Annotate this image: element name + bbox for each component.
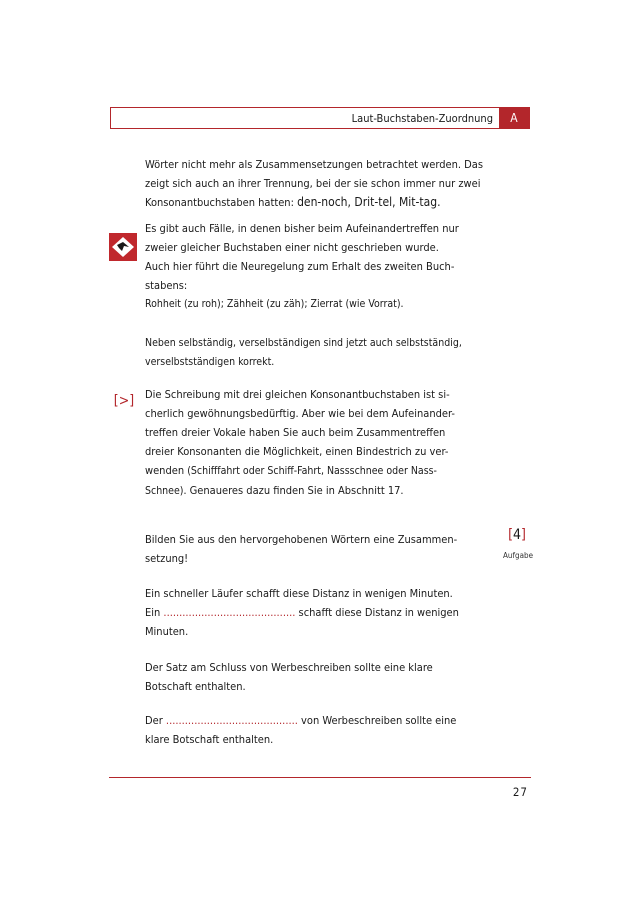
text-line: stabens: (145, 279, 188, 292)
text-segment: Genaueres dazu finden Sie in Abschnitt 17. (186, 484, 404, 497)
exercise-sentence: Ein schneller Läufer schafft diese Distanz in wenigen Minuten. (145, 587, 453, 600)
page-number: 27 (512, 785, 528, 799)
text-segment: Konsonantbuchstaben hatten: (145, 196, 298, 209)
text-line (145, 481, 495, 501)
paragraph-1 (145, 155, 495, 212)
section-letter-badge: A (499, 108, 529, 128)
footer-rule (109, 777, 531, 778)
gap-line (145, 711, 495, 730)
exercise-sentence: Botschaft enthalten. (145, 680, 246, 693)
text-segment: wenden (145, 464, 188, 477)
paragraph-4 (145, 385, 495, 501)
arrow-right-bracket-icon: [>] (113, 393, 135, 409)
exercise-1 (145, 584, 495, 641)
text-segment: schafft diese Distanz in wenigen (295, 606, 459, 619)
text-line: Wörter nicht mehr als Zusammensetzungen betrachtet werden. Das (145, 158, 484, 171)
text-line: dreier Konsonanten die Möglichkeit, einen Bindestrich zu ver- (145, 445, 449, 458)
text-line: cherlich gewöhnungsbedürftig. Aber wie bei dem Aufeinander- (145, 407, 455, 420)
exercise-2 (145, 658, 495, 696)
example-line: Rohheit (zu roh); Zähheit (zu zäh); Zierrat (wie Vorrat). (145, 298, 404, 310)
text-line: setzung! (145, 552, 189, 565)
task-instruction (145, 530, 495, 568)
paragraph-3 (145, 334, 495, 372)
text-line: Es gibt auch Fälle, in denen bisher beim Aufeinandertreffen nur (145, 222, 459, 235)
text-line: Auch hier führt die Neuregelung zum Erhalt des zweiten Buch- (145, 260, 455, 273)
text-line: treffen dreier Vokale haben Sie auch beim Zusammentreffen (145, 426, 446, 439)
text-segment: Der (145, 714, 166, 727)
exercise-2-gap (145, 711, 495, 749)
text-line: zeigt sich auch an ihrer Trennung, bei der sie schon immer nur zwei (145, 177, 481, 190)
text-line (145, 461, 495, 481)
text-line (145, 193, 495, 212)
running-header (110, 107, 530, 129)
exercise-sentence: Der Satz am Schluss von Werbeschreiben sollte eine klare (145, 661, 433, 674)
text-line: Die Schreibung mit drei gleichen Konsonantbuchstaben ist si- (145, 388, 450, 401)
warning-icon (109, 233, 137, 261)
task-label: Aufgabe (503, 551, 533, 560)
answer-gap[interactable]: .......................................... (163, 606, 296, 619)
text-segment: Ein (145, 606, 164, 619)
example-words: Schnee). (145, 485, 187, 497)
text-line: klare Botschaft enthalten. (145, 733, 274, 746)
paragraph-2 (145, 219, 495, 314)
text-line: Bilden Sie aus den hervorgehobenen Wörtern eine Zusammen- (145, 533, 458, 546)
text-segment: von Werbeschreiben sollte eine (297, 714, 457, 727)
gap-line (145, 603, 495, 622)
text-line: Neben selbständig, verselbständigen sind jetzt auch selbstständig, (145, 337, 462, 349)
header-title: Laut-Buchstaben-Zuordnung (351, 112, 493, 125)
task-number-value: 4 (512, 527, 521, 543)
example-words: den-noch, Drit-tel, Mit-tag. (297, 195, 441, 209)
task-number: [4] (508, 527, 526, 543)
answer-gap[interactable]: .......................................... (165, 714, 298, 727)
text-line: zweier gleicher Buchstaben einer nicht geschrieben wurde. (145, 241, 439, 254)
text-line: verselbstständigen korrekt. (145, 356, 275, 368)
example-words: (Schifffahrt oder Schiff-Fahrt, Nassschnee oder Nass- (187, 465, 437, 477)
text-line: Minuten. (145, 625, 189, 638)
